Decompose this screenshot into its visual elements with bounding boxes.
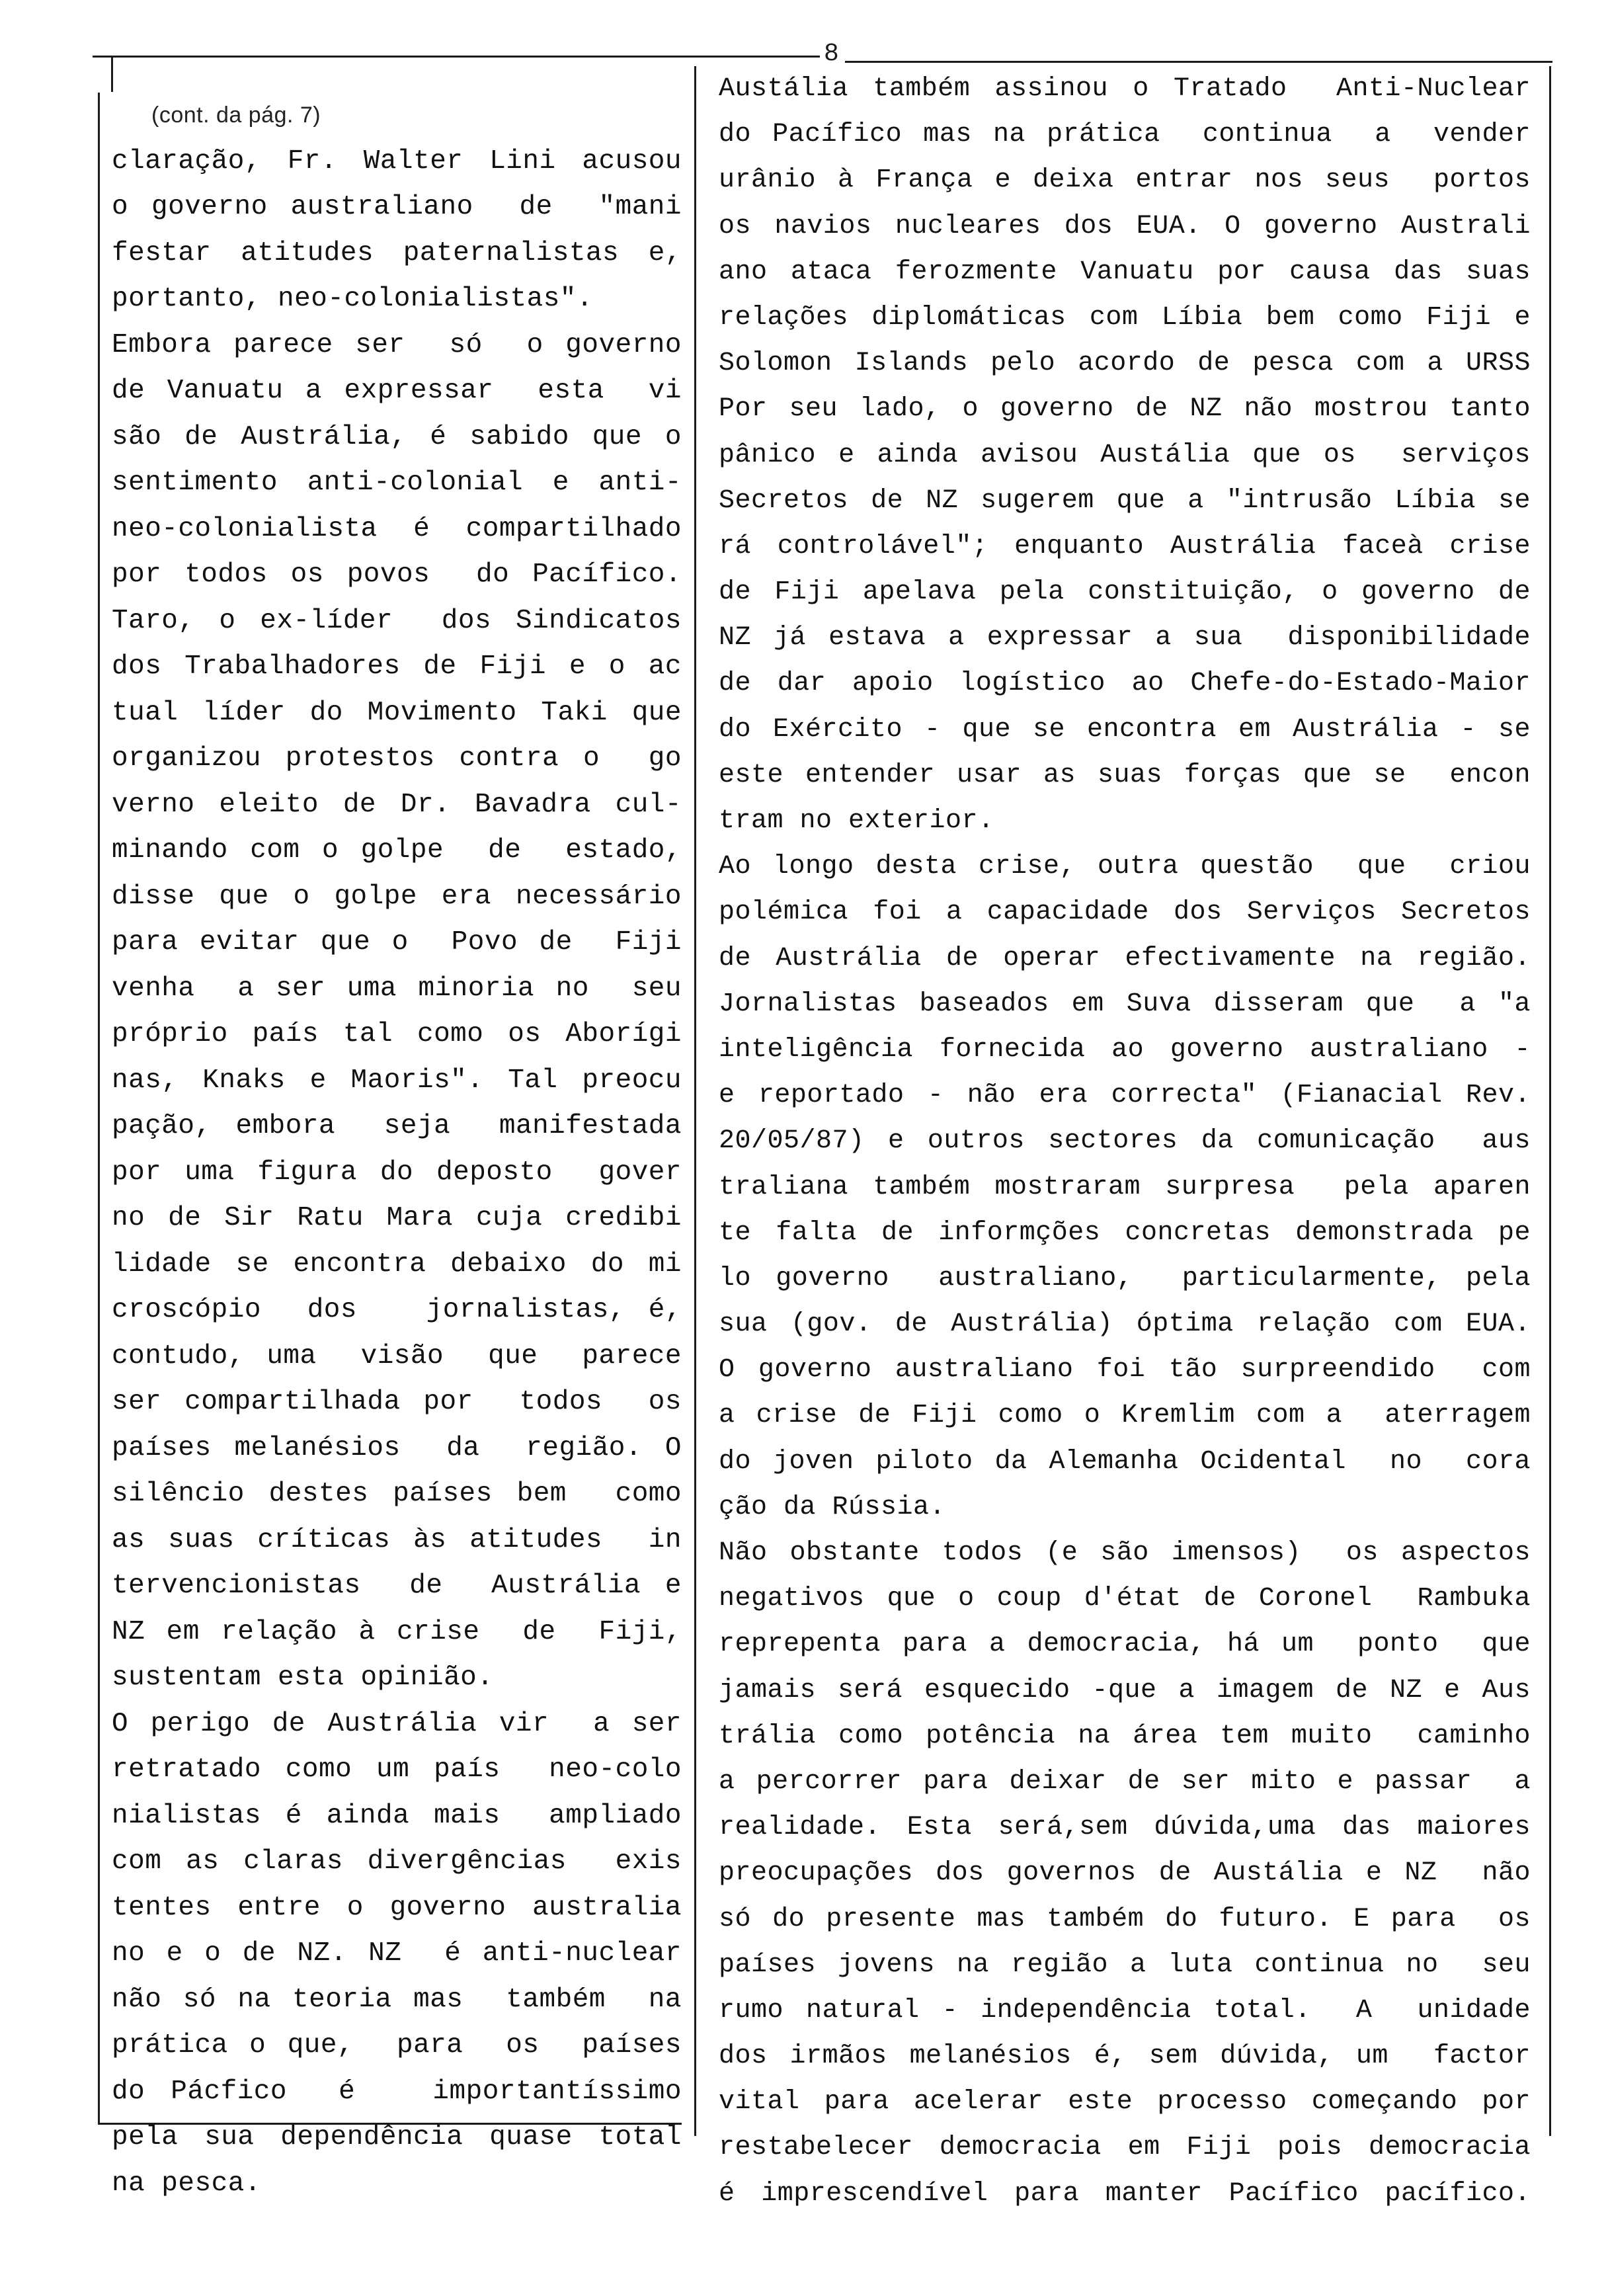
left-column-text — [100, 93, 682, 2207]
text-line: com as claras divergências exis — [112, 1846, 682, 1877]
text-line: inteligência fornecida ao governo australiano - — [719, 1034, 1531, 1065]
text-line: nas, Knaks e Maoris". Tal preocu — [112, 1065, 682, 1096]
text-line: pânico e ainda avisou Austália que os serviços — [719, 440, 1531, 470]
text-line: tentes entre o governo australia — [112, 1892, 682, 1923]
text-line: festar atitudes paternalistas e, — [112, 237, 682, 268]
text-line: de Austrália de operar efectivamente na região. — [719, 943, 1531, 973]
text-line: negativos que o coup d'état de Coronel Rambuka — [719, 1584, 1531, 1614]
text-line: Por seu lado, o governo de NZ não mostrou tanto — [719, 394, 1531, 425]
text-line: sua (gov. de Austrália) óptima relação com EUA. — [719, 1309, 1531, 1340]
text-line: pação, embora seja manifestada — [112, 1111, 682, 1141]
right-column-text — [696, 66, 1549, 2217]
text-line: reprepenta para a democracia, há um ponto que — [719, 1629, 1531, 1660]
text-line: Embora parece ser só o governo — [112, 329, 682, 360]
text-line: Taro, o ex-líder dos Sindicatos — [112, 605, 682, 636]
top-rule-right — [845, 61, 1552, 63]
text-line: de Vanuatu a expressar esta vi — [112, 376, 682, 406]
text-line: O perigo de Austrália vir a ser — [112, 1708, 682, 1739]
text-line: prática o que, para os países — [112, 2030, 682, 2061]
text-line: no de Sir Ratu Mara cuja credibi — [112, 1203, 682, 1233]
text-line: no e o de NZ. NZ é anti-nuclear — [112, 1938, 682, 1969]
text-line: minando com o golpe de estado, — [112, 835, 682, 866]
text-line: NZ em relação à crise de Fiji, — [112, 1616, 682, 1647]
text-line: contudo, uma visão que parece — [112, 1340, 682, 1372]
text-line: a crise de Fiji como o Kremlim com a aterragem — [719, 1401, 1531, 1431]
text-line: de dar apoio logístico ao Chefe-do-Estado-Maior — [719, 669, 1531, 699]
page-number: 8 — [824, 40, 839, 68]
text-line: na pesca. — [112, 2168, 261, 2199]
text-line: nialistas é ainda mais ampliado — [112, 1800, 682, 1831]
text-line: os navios nucleares dos EUA. O governo Australi — [719, 211, 1531, 241]
text-line: lo governo australiano, particularmente, pela — [719, 1263, 1531, 1293]
text-line: realidade. Esta será,sem dúvida,uma das maiores — [719, 1813, 1531, 1843]
text-line: claração, Fr. Walter Lini acusou — [112, 145, 682, 177]
left-column — [98, 93, 682, 2199]
text-line: rá controlável"; enquanto Austrália faceà crise — [719, 531, 1531, 561]
text-line: urânio à França e deixa entrar nos seus portos — [719, 165, 1531, 196]
text-line: do Pacífico mas na prática continua a vender — [719, 120, 1531, 150]
text-line: portanto, neo-colonialistas". — [112, 284, 594, 314]
text-line: países jovens na região a luta continua no seu — [719, 1949, 1531, 1980]
text-line: países melanésios da região. O — [112, 1432, 682, 1463]
text-line: são de Austrália, é sabido que o — [112, 421, 682, 452]
text-line: Secretos de NZ sugerem que a "intrusão Líbia se — [719, 485, 1531, 516]
text-line: este entender usar as suas forças que se encon — [719, 760, 1531, 790]
text-line: organizou protestos contra o go — [112, 743, 682, 774]
text-line: Austália também assinou o Tratado Anti-Nuclear — [719, 74, 1531, 104]
text-line: 20/05/87) e outros sectores da comunicação aus — [719, 1126, 1531, 1157]
text-line: ano ataca ferozmente Vanuatu por causa das suas — [719, 257, 1531, 287]
column-border-stub — [111, 56, 113, 92]
text-line: O governo australiano foi tão surpreendido com — [719, 1355, 1531, 1385]
text-line: restabelecer democracia em Fiji pois democracia — [719, 2133, 1531, 2163]
text-line: vital para acelerar este processo começando por — [719, 2087, 1531, 2117]
text-line: para evitar que o Povo de Fiji — [112, 927, 682, 958]
text-line: a percorrer para deixar de ser mito e passar a — [719, 1766, 1531, 1797]
text-line: Solomon Islands pelo acordo de pesca com a URSS — [719, 348, 1531, 379]
text-line: neo-colonialista é compartilhado — [112, 513, 682, 544]
text-line: verno eleito de Dr. Bavadra cul- — [112, 789, 682, 820]
text-line: do Pácfico é importantíssimo — [112, 2076, 682, 2107]
text-line: trália como potência na área tem muito caminho — [719, 1721, 1531, 1751]
text-line: te falta de informções concretas demonstrada pe — [719, 1217, 1531, 1248]
text-line: silêncio destes países bem como — [112, 1479, 682, 1509]
text-line: só do presente mas também do futuro. E para os — [719, 1904, 1531, 1934]
text-line: não só na teoria mas também na — [112, 1984, 682, 2015]
text-line: por uma figura do deposto gover — [112, 1157, 682, 1188]
text-line: pela sua dependência quase total — [112, 2122, 682, 2152]
right-column — [694, 66, 1551, 2209]
text-line: jamais será esquecido -que a imagem de NZ e Aus — [719, 1675, 1531, 1705]
continuation-note: (cont. da pág. 7) — [151, 102, 321, 128]
text-line: Não obstante todos (e são imensos) os aspectos — [719, 1538, 1531, 1568]
text-line: retratado como um país neo-colo — [112, 1754, 682, 1785]
text-line: polémica foi a capacidade dos Serviços Secretos — [719, 897, 1531, 928]
text-line: venha a ser uma minoria no seu — [112, 973, 682, 1004]
text-line: croscópio dos jornalistas, é, — [112, 1295, 682, 1325]
text-line: ser compartilhada por todos os — [112, 1387, 682, 1417]
text-line: do joven piloto da Alemanha Ocidental no cora — [719, 1446, 1531, 1477]
text-line: traliana também mostraram surpresa pela aparen — [719, 1172, 1531, 1202]
text-line: sentimento anti-colonial e anti- — [112, 468, 682, 498]
text-line: preocupações dos governos de Austália e NZ não — [719, 1858, 1531, 1889]
text-line: ção da Rússia. — [719, 1492, 946, 1522]
text-line: tram no exterior. — [719, 806, 994, 836]
text-line: dos Trabalhadores de Fiji e o ac — [112, 651, 682, 682]
text-line: Jornalistas baseados em Suva disseram que a "a — [719, 989, 1531, 1019]
text-line: por todos os povos do Pacífico. — [112, 559, 682, 590]
text-line: é imprescendível para manter Pacífico pacífico. — [719, 2178, 1531, 2209]
top-rule-left — [93, 56, 820, 58]
text-line: próprio país tal como os Aborígi — [112, 1019, 682, 1049]
text-line: disse que o golpe era necessário — [112, 881, 682, 912]
text-line: relações diplomáticas com Líbia bem como Fiji e — [719, 302, 1531, 333]
text-line: Ao longo desta crise, outra questão que criou — [719, 852, 1531, 882]
text-line: do Exército - que se encontra em Austrália - se — [719, 714, 1531, 745]
text-line: lidade se encontra debaixo do mi — [112, 1249, 682, 1280]
text-line: NZ já estava a expressar a sua disponibilidade — [719, 623, 1531, 653]
text-line: e reportado - não era correcta" (Fianacial Rev. — [719, 1081, 1531, 1111]
text-line: rumo natural - independência total. A unidade — [719, 1995, 1531, 2026]
text-line: tervencionistas de Austrália e — [112, 1571, 682, 1601]
text-line: de Fiji apelava pela constituição, o governo de — [719, 577, 1531, 608]
text-line: sustentam esta opinião. — [112, 1662, 494, 1693]
text-line: dos irmãos melanésios é, sem dúvida, um factor — [719, 2041, 1531, 2072]
text-line: tual líder do Movimento Taki que — [112, 697, 682, 728]
text-line: o governo australiano de "mani — [112, 192, 682, 222]
text-line: as suas críticas às atitudes in — [112, 1524, 682, 1555]
